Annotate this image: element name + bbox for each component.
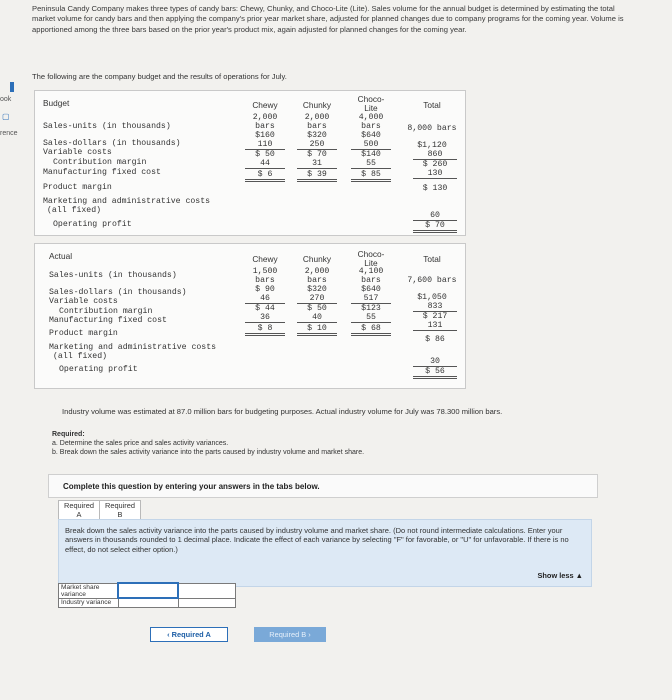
show-less-toggle[interactable]: Show less ▲ [537, 571, 583, 580]
row-label-mkt: Marketing and administrative costs [43, 197, 211, 206]
cell: $ 217 [422, 312, 448, 321]
prev-required-a-button[interactable]: ‹ Required A [150, 627, 228, 642]
panel-instructions: Break down the sales activity variance into the parts caused by industry volume and market share. (Do not round intermediate calculations. Enter your answers in thousands rounded to 1 decimal place. Indicate the effect of each variance by selecting "F" for favorable, or "U" for unfavorable. If there is no effect, do not select either option.) [65, 526, 569, 554]
cell: 4,000 [358, 113, 384, 122]
col-chunky: Chunky [302, 254, 332, 264]
cell: 250 [297, 140, 337, 150]
col-chunky: Chunky [302, 100, 332, 110]
cell: 860 [413, 150, 457, 160]
cell: 270 [297, 294, 337, 304]
col-choco-1: Choco- [357, 249, 385, 259]
cell: $ 50 [255, 150, 275, 159]
cell: $ 90 [255, 285, 275, 294]
cell: bars [255, 122, 275, 131]
actual-title: Actual [49, 251, 73, 261]
cell: $ 50 [307, 304, 327, 313]
cell: 36 [245, 313, 285, 323]
cell: 131 [413, 321, 457, 331]
cell: $320 [307, 131, 327, 140]
cell: $ 39 [297, 170, 337, 182]
col-chewy: Chewy [252, 100, 278, 110]
row-label-mkt: Marketing and administrative costs [49, 343, 217, 352]
cell: 31 [297, 159, 337, 169]
cell: $ 68 [351, 324, 391, 336]
cell: bars [307, 276, 327, 285]
col-total: Total [423, 100, 441, 110]
market-share-effect-select[interactable] [178, 583, 236, 598]
cell: $ 130 [422, 184, 448, 193]
col-total: Total [423, 254, 441, 264]
cell: $640 [361, 131, 381, 140]
instructions-text: Complete this question by entering your answers in the tabs below. [63, 482, 320, 491]
sidebar-references-link[interactable]: rence [0, 130, 18, 137]
cell: $ 8 [245, 324, 285, 336]
col-choco-1: Choco- [357, 94, 385, 104]
cell: 833 [413, 302, 457, 312]
row-label-mfg: Manufacturing fixed cost [49, 316, 167, 325]
row-label-contribution: Contribution margin [53, 158, 147, 167]
cell: 2,000 [252, 113, 278, 122]
tab-label-letter: A [76, 510, 82, 519]
col-choco-2: Lite [364, 258, 378, 268]
row-label-dollars: Sales-dollars (in thousands) [49, 288, 187, 297]
cell: $ 44 [255, 304, 275, 313]
row-label-dollars: Sales-dollars (in thousands) [43, 139, 181, 148]
cell: 2,000 [304, 113, 330, 122]
cell: 4,100 [358, 267, 384, 276]
market-share-amount-input[interactable] [118, 583, 178, 598]
cell: 517 [351, 294, 391, 304]
cell: $140 [361, 150, 381, 159]
cell: $123 [361, 304, 381, 313]
cell: $ 70 [307, 150, 327, 159]
row-label-mkt-sub: (all fixed) [47, 206, 102, 215]
cell: $1,050 [417, 293, 447, 302]
next-required-b-button[interactable]: Required B › [254, 627, 326, 642]
table-row [59, 598, 236, 608]
cell: 46 [245, 294, 285, 304]
budget-title: Budget [43, 98, 70, 108]
row-label-mfg: Manufacturing fixed cost [43, 168, 161, 177]
tab-label-letter: B [117, 510, 123, 519]
cell: $ 56 [413, 367, 457, 379]
cell: $1,120 [417, 141, 447, 150]
actual-table [34, 243, 466, 389]
answer-table [58, 582, 236, 608]
required-heading: Required: [52, 431, 85, 438]
row-label-product: Product margin [43, 183, 112, 192]
industry-amount-input[interactable] [118, 598, 178, 608]
data-lead-sentence: The following are the company budget and the results of operations for July. [32, 72, 287, 81]
industry-effect-select[interactable] [178, 598, 236, 608]
problem-intro: Peninsula Candy Company makes three types of candy bars: Chewy, Chunky, and Choco-Lite (Lite). Sales volume for the annual budget is determined by estimating the total market volume for candy bars and then applying the company's prior year market share, adjusted for planned changes due to company programs for the coming year. Volume is apportioned among the three bars based on the prior year's product mix, again adjusted for planned changes for the coming year. [32, 4, 624, 34]
row-label-contribution: Contribution margin [59, 307, 153, 316]
row-label-variable: Variable costs [43, 148, 112, 157]
row-label-operating: Operating profit [53, 220, 132, 229]
cell: $ 70 [413, 221, 457, 233]
cell: 55 [351, 159, 391, 169]
reference-icon[interactable]: ▢ [2, 112, 10, 121]
required-b: b. Break down the sales activity variance into the parts caused by industry volume and market share. [52, 449, 365, 456]
col-choco-2: Lite [364, 103, 378, 113]
row-label-variable: Variable costs [49, 297, 118, 306]
required-section [52, 430, 572, 457]
cell: bars [361, 276, 381, 285]
row-label-market-share: Market share variance [59, 583, 119, 598]
cell: 30 [413, 357, 457, 367]
row-label-product: Product margin [49, 329, 118, 338]
row-label-operating: Operating profit [59, 365, 138, 374]
cell: 7,600 bars [407, 276, 457, 285]
col-chewy: Chewy [252, 254, 278, 264]
instructions-banner [48, 474, 598, 498]
cell: $160 [255, 131, 275, 140]
tab-label: Required [105, 501, 135, 510]
row-label-units: Sales-units (in thousands) [49, 271, 177, 280]
cell: $ 6 [245, 170, 285, 182]
cell: 130 [413, 169, 457, 179]
cell: $ 10 [297, 324, 337, 336]
question-panel [58, 519, 592, 587]
cell: 60 [413, 211, 457, 221]
row-label-industry: Industry variance [59, 598, 119, 608]
cell: $ 85 [351, 170, 391, 182]
row-label-units: Sales-units (in thousands) [43, 122, 171, 131]
cell: $ 260 [422, 160, 448, 169]
cell: 500 [351, 140, 391, 150]
row-label-mkt-sub: (all fixed) [53, 352, 108, 361]
table-row [59, 583, 236, 598]
cell: 1,500 [252, 267, 278, 276]
cell: bars [361, 122, 381, 131]
cell: 44 [245, 159, 285, 169]
sidebar-marker [10, 82, 14, 92]
cell: 8,000 bars [407, 124, 457, 133]
budget-table [34, 90, 466, 236]
cell: $640 [361, 285, 381, 294]
cell: $320 [307, 285, 327, 294]
cell: 40 [297, 313, 337, 323]
cell: $ 86 [425, 335, 445, 344]
cell: bars [255, 276, 275, 285]
tab-label: Required [64, 501, 94, 510]
cell: 2,000 [304, 267, 330, 276]
cell: 55 [351, 313, 391, 323]
cell: bars [307, 122, 327, 131]
industry-volume-note: Industry volume was estimated at 87.0 million bars for budgeting purposes. Actual industry volume for July was 78.300 million bars. [62, 407, 503, 416]
sidebar-ebook-link[interactable]: ook [0, 96, 12, 103]
cell: 110 [245, 140, 285, 150]
required-a: a. Determine the sales price and sales activity variances. [52, 440, 229, 447]
